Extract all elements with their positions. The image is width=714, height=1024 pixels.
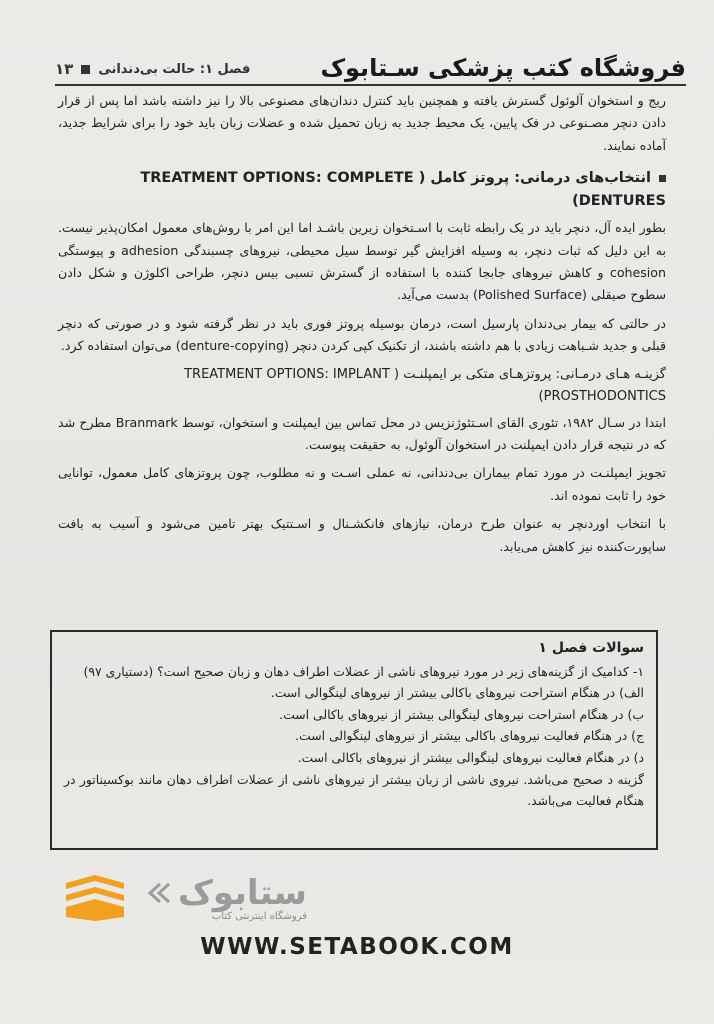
logo-word: ستابوک: [178, 872, 307, 913]
logo-subtitle: فروشگاه اینترنتی کتاب: [211, 910, 307, 922]
option-a: الف) در هنگام استراحت نیروهای باکالی بیشتر از نیروهای لینگوالی است.: [270, 685, 644, 701]
website-url: WWW.SETABOOK.COM: [200, 934, 514, 960]
setabook-logo: [60, 870, 310, 926]
intro-paragraph: ریج و استخوان آلوئول گسترش یافته و همچنین باید کنترل دندان‌های مصنوعی بالا را نیز داشته باشد اما پس از قرار دادن دنچر مصـنوعی در فک پایین، یک محیط جدید به زبان تحمیل شده و عضلات زبان باید خود را برای شرایط جدید، آماده نمایند.: [58, 93, 666, 153]
heading-text: انتخاب‌های درمانی: پروتز کامل ( TREATMENT OPTIONS: COMPLETE DENTURES): [140, 170, 666, 210]
double-chevron-icon: [144, 881, 172, 905]
paragraph-partial: در حالتی که بیمار بی‌دندان پارسیل است، درمان بوسیله پروتز فوری باید در نظر گرفته شود و در صورتی که دنچر قبلی و جدید شـباهت زیادی با هم داشته باشند، از تکنیک کپی کردن دنچر (denture-copying) می‌توان استفاده کرد.: [58, 315, 666, 354]
questions-title: سوالات فصل ۱: [538, 640, 644, 656]
shop-title: فروشگاه کتب پزشکی سـتابوک: [320, 54, 686, 82]
page-body: [58, 90, 666, 564]
section-heading-implant: گزینـه هـای درمـانی: پروتزهـای متکی بر ایمپلنـت ( TREATMENT OPTIONS: IMPLANT PROSTHODONTICS): [184, 366, 666, 404]
paragraph-branmark: ابتدا در سـال ۱۹۸۲، تئوری القای اسـتئوژنزیس در محل تماس بین ایمپلنت و استخوان، توسط Branmark مطرح شد که در نتیجه قرار دادن ایمپلنت در استخوان آلوئول، به حقیقت پیوست.: [58, 414, 667, 453]
chapter-info: [55, 60, 250, 78]
book-stack-icon: [60, 873, 130, 923]
chapter-label: فصل ۱: حالت بی‌دندانی: [98, 61, 251, 77]
page-header: [55, 42, 686, 82]
option-d: د) در هنگام فعالیت نیروهای لینگوالی بیشتر از نیروهای باکالی است.: [297, 749, 644, 765]
square-bullet-icon: [659, 175, 666, 182]
answer-explanation: گزینه د صحیح می‌باشد. نیروی ناشی از زبان بیشتر از نیروهای ناشی از عضلات اطراف دهان مانند بوکسیناتور در هنگام فعالیت می‌باشد.: [64, 771, 644, 809]
paragraph-stability: بطور ایده آل، دنچر باید در یک رابطه ثابت با اسـتخوان زیرین باشـد اما این امر با روش‌های معمول امکان‌پذیر نیست. به این دلیل که ثبات دنچر، به وسیله افزایش گیر توسط سیل محیطی، نیروهای چسبندگی adhesion و پیوستگی cohesion و کاهش نیروهای جابجا کننده با استفاده از گسترش نسبی بیس دنچر، طراحی اکلوژن و شکل دادن سطوح صیقلی (Polished Surface) بدست می‌آید.: [58, 220, 666, 303]
option-b: ب) در هنگام استراحت نیروهای لینگوالی بیشتر از نیروهای باکالی است.: [279, 706, 644, 722]
paragraph-implant-prescription: تجویز ایمپلنـت در مورد تمام بیماران بی‌دندانی، نه عملی اسـت و نه مطلوب، چون پروتزهای کامل معمول، توانایی خود را ثابت نموده اند.: [58, 465, 666, 503]
page-number: ۱۳: [55, 60, 74, 78]
option-c: ج) در هنگام فعالیت نیروهای باکالی بیشتر از نیروهای لینگوالی است.: [295, 728, 644, 744]
square-bullet-icon: [81, 65, 90, 74]
question-1: ۱- کدامیک از گزینه‌های زیر در مورد نیروهای ناشی از عضلات اطراف دهان و زبان صحیح است؟ (دستیاری ۹۷): [83, 663, 644, 679]
header-divider: [55, 84, 686, 86]
chapter-questions-box: [50, 630, 658, 850]
paragraph-overdenture: با انتخاب اوردنچر به عنوان طرح درمان، نیازهای فانکشـنال و اسـتتیک بهتر تامین می‌شود و آسیب به بافت ساپورت‌کننده نیز کاهش می‌یابد.: [58, 516, 666, 554]
section-heading-complete-dentures: [58, 167, 666, 213]
